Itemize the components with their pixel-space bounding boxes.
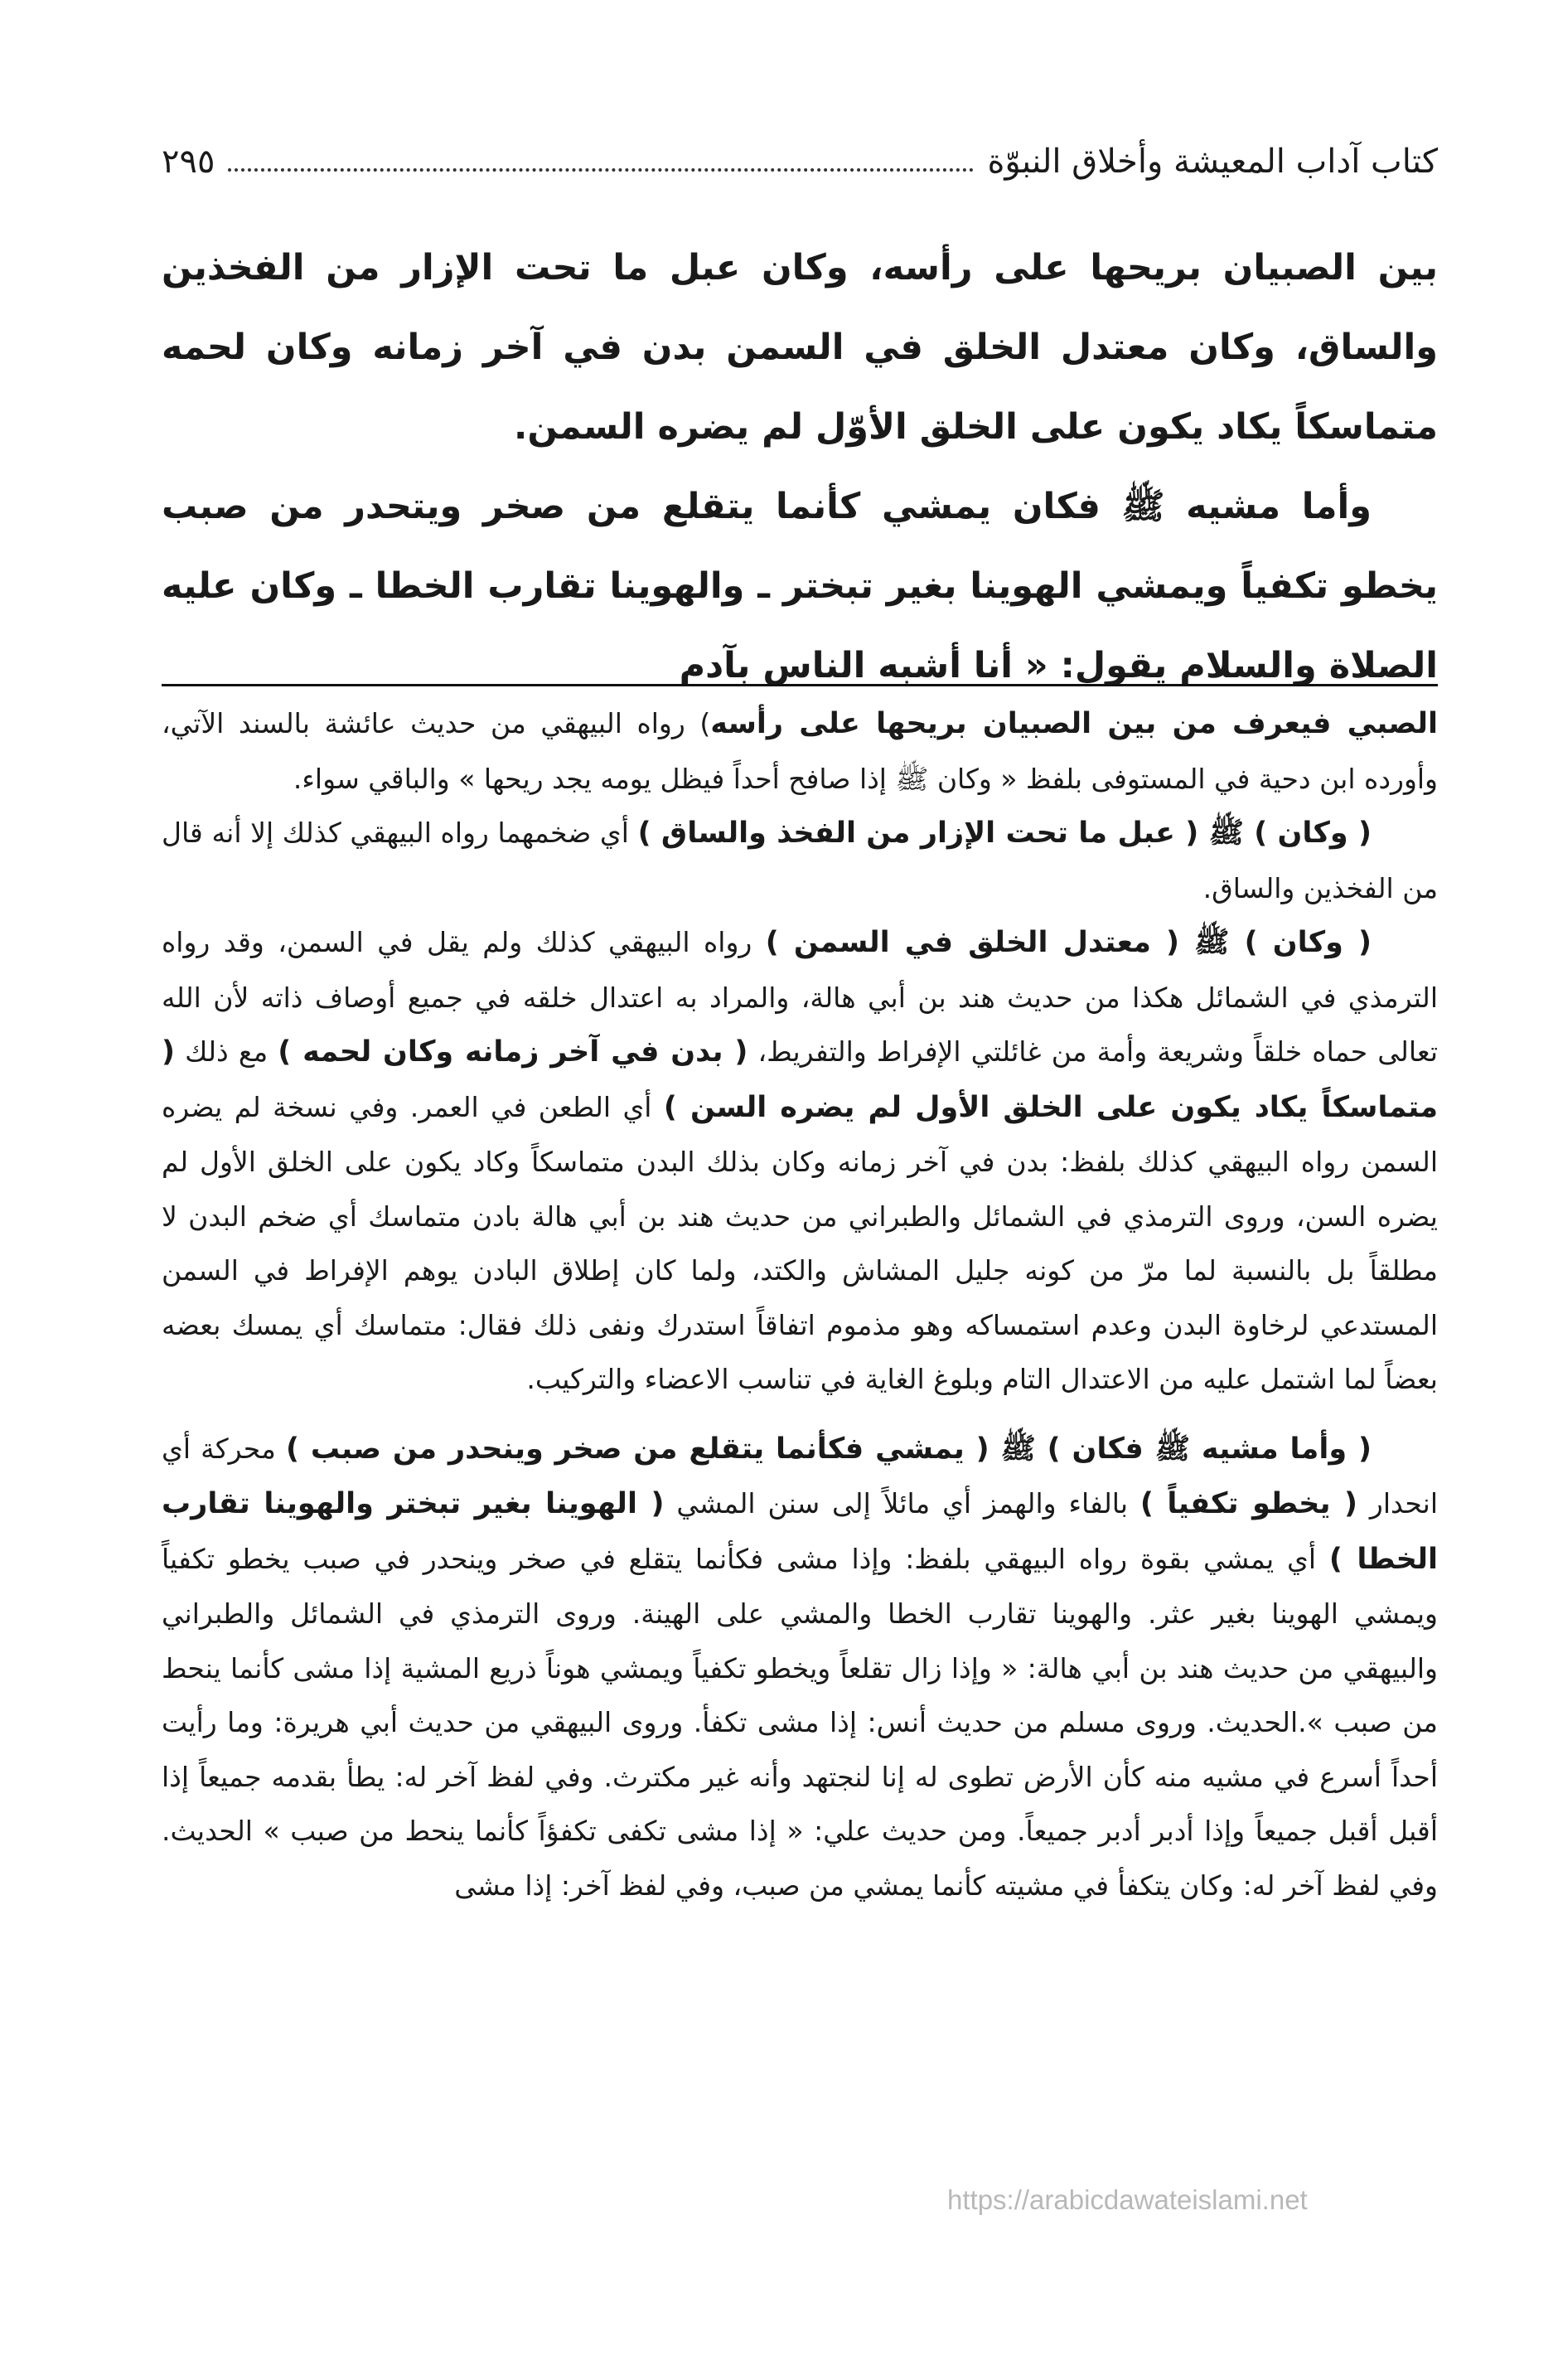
commentary-paragraph xyxy=(162,915,1438,1407)
footnote-divider xyxy=(162,684,1438,686)
main-paragraph: وأما مشيه ﷺ فكان يمشي كأنما يتقلع من صخر ويتحدر من صبب يخطو تكفياً ويمشي الهوينا بغير تبختر ـ والهوينا تقارب الخطا ـ وكان عليه الصلاة والسلام يقول: « أنا أشبه الناس بآدم xyxy=(162,486,1438,686)
quoted-matn: ( وأما مشيه ﷺ فكان ) ﷺ ( يمشي فكأنما يتقلع من صخر وينحدر من صبب ) xyxy=(285,1432,1372,1466)
main-paragraph: بين الصبيان بريحها على رأسه، وكان عبل ما تحت الإزار من الفخذين والساق، وكان معتدل الخلق في السمن بدن في آخر زمانه وكان لحمه متماسكاً يكاد يكون على الخلق الأوّل لم يضره السمن. xyxy=(162,247,1438,448)
watermark: https://arabicdawateislami.net xyxy=(947,2184,1308,2215)
commentary-paragraph xyxy=(162,806,1438,915)
commentary-text: أي يمشي بقوة رواه البيهقي بلفظ: وإذا مشى فكأنما يتقلع في صخر وينحدر في صبب يخطو تكفياً ويمشي الهوينا بغير عثر. والهوينا تقارب الخطا والمشي على الهينة. وروى الترمذي في الشمائل والطبراني والبيهقي من حديث هند بن أبي هالة: « وإذا زال تقلعاً ويخطو تكفياً ويمشي هوناً ذريع المشية إذا مشى كأنما ينحط من صبب ».الحديث. وروى مسلم من حديث أنس: إذا مشى تكفأ. وروى البيهقي من حديث أبي هريرة: وما رأيت أحداً أسرع في مشيه منه كأن الأرض تطوى له إنا لنجتهد وأنه غير مكترث. وفي لفظ آخر له: يطأ بقدمه جميعاً إذا أقبل أقبل جميعاً وإذا أدبر أدبر جميعاً. ومن حديث علي: « إذا مشى تكفى تكفؤاً كأنما ينحط من صبب » الحديث. وفي لفظ آخر له: وكان يتكفأ في مشيته كأنما يمشي من صبب، وفي لفظ آخر: إذا مشى xyxy=(162,1542,1438,1902)
quoted-matn: الصبي فيعرف من بين الصبيان بريحها على رأسه xyxy=(710,707,1438,740)
running-title: كتاب آداب المعيشة وأخلاق النبوّة xyxy=(987,143,1438,181)
commentary-text: ) رواه البيهقي من حديث عائشة بالسند الآتي، وأورده ابن دحية في المستوفى بلفظ « وكان ﷺ إذا صافح أحداً فيظل يومه يجد ريحها » والباقي سواء. xyxy=(162,707,1438,795)
quoted-matn: ( يخطو تكفياً ) xyxy=(1139,1487,1358,1520)
commentary-paragraph xyxy=(162,1422,1438,1913)
commentary-text: بالفاء والهمز أي مائلاً إلى سنن المشي xyxy=(664,1487,1140,1520)
commentary-text: محركة أي انحدار xyxy=(162,1432,1438,1520)
quoted-matn: ( الهوينا بغير تبختر والهوينا تقارب الخطا ) xyxy=(162,1487,1438,1576)
quoted-matn: ( بدن في آخر زمانه وكان لحمه ) xyxy=(278,1035,748,1069)
commentary-text: أي ضخمهما رواه البيهقي كذلك إلا أنه قال من الفخذين والساق. xyxy=(162,817,1438,904)
quoted-matn: ( متماسكاً يكاد يكون على الخلق الأول لم يضره السن ) xyxy=(162,1035,1438,1124)
commentary-text: مع ذلك xyxy=(175,1035,278,1068)
quoted-matn: ( وكان ) ﷺ ( عبل ما تحت الإزار من الفخذ والساق ) xyxy=(637,817,1372,850)
commentary-text: أي الطعن في العمر. وفي نسخة لم يضره السمن رواه البيهقي كذلك بلفظ: بدن في آخر زمانه وكان بذلك البدن متماسكاً وكاد يكون على الخلق الأول لم يضره السن، وروى الترمذي في الشمائل والطبراني من حديث هند بن أبي هالة بادن متماسك أي ضخم البدن لا مطلقاً بل بالنسبة لما مرّ من كونه جليل المشاش والكتد، ولما كان إطلاق البادن يوهم الإفراط في السمن المستدعي لرخاوة البدن وعدم استمساكه وهو مذموم اتفاقاً استدرك ونفى ذلك فقال: متماسك أي يمسك بعضه بعضاً لما اشتمل عليه من الاعتدال التام وبلوغ الغاية في تناسب الاعضاء والتركيب. xyxy=(162,1090,1438,1395)
commentary-paragraph xyxy=(162,696,1438,806)
commentary-text: رواه البيهقي كذلك ولم يقل في السمن، وقد رواه الترمذي في الشمائل هكذا من حديث هند بن أبي هالة، والمراد به اعتدال خلقه في جميع أوصاف ذاته لأن الله تعالى حماه خلقاً وشريعة وأمة من غائلتي الإفراط والتفريط، xyxy=(162,926,1439,1068)
quoted-matn: ( وكان ) ﷺ ( معتدل الخلق في السمن ) xyxy=(765,926,1372,959)
page-content xyxy=(162,0,1438,2380)
commentary xyxy=(162,696,1438,1912)
main-text xyxy=(162,228,1438,705)
header-leader-dots xyxy=(228,168,974,172)
page-number: ٢٩٥ xyxy=(162,143,215,181)
running-header xyxy=(162,133,1438,191)
